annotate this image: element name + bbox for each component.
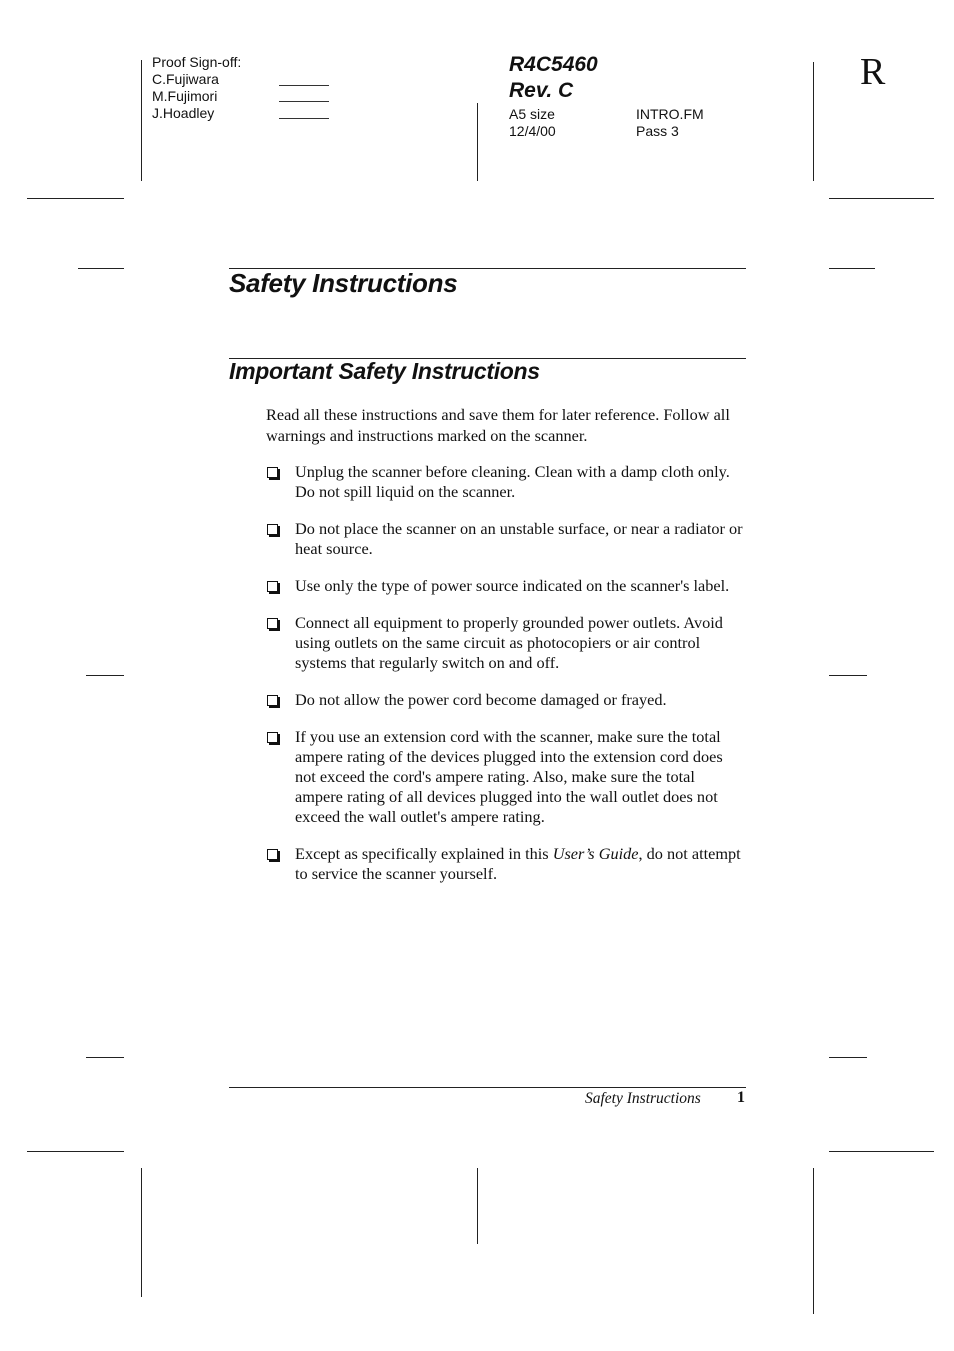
doc-size: A5 size <box>509 106 555 122</box>
checkbox-bullet-icon <box>267 849 278 860</box>
crop-mark <box>27 198 124 199</box>
list-item <box>266 727 746 827</box>
checkbox-bullet-icon <box>267 695 278 706</box>
list-item-text: Unplug the scanner before cleaning. Clean with a damp cloth only. Do not spill liquid on the scanner. <box>295 462 730 501</box>
page-title: Safety Instructions <box>229 268 458 298</box>
checkbox-bullet-icon <box>267 467 278 478</box>
list-item-text-part: Except as specifically explained in this <box>295 844 553 863</box>
signer-name: J.Hoadley <box>152 105 215 121</box>
revision: Rev. C <box>509 79 574 102</box>
signature-line <box>279 118 329 119</box>
crop-mark <box>86 675 124 676</box>
checkbox-bullet-icon <box>267 581 278 592</box>
crop-mark <box>141 1168 142 1297</box>
crop-mark <box>813 62 814 181</box>
proof-signoff <box>152 54 241 122</box>
crop-mark <box>829 198 934 199</box>
footer-rule <box>229 1087 746 1088</box>
crop-mark <box>829 1151 934 1152</box>
page-number: 1 <box>737 1089 745 1106</box>
list-item-text: Connect all equipment to properly grounded power outlets. Avoid using outlets on the same circuit as photocopiers or air control systems that regularly switch on and off. <box>295 613 723 672</box>
section-title: Important Safety Instructions <box>229 358 540 384</box>
crop-mark <box>477 103 478 181</box>
crop-mark <box>829 268 875 269</box>
crop-mark <box>829 1057 867 1058</box>
list-item <box>266 690 746 710</box>
list-item-text: Do not allow the power cord become damaged or frayed. <box>295 690 667 709</box>
crop-mark <box>477 1168 478 1244</box>
crop-mark <box>27 1151 124 1152</box>
model-number: R4C5460 <box>509 53 598 76</box>
footer-title: Safety Instructions <box>585 1090 701 1107</box>
list-item-text: Use only the type of power source indicated on the scanner's label. <box>295 576 730 595</box>
checkbox-bullet-icon <box>267 732 278 743</box>
list-item-text: Do not place the scanner on an unstable surface, or near a radiator or heat source. <box>295 519 743 558</box>
proof-title: Proof Sign-off: <box>152 54 242 70</box>
doc-pass: Pass 3 <box>636 123 679 139</box>
list-item-text-part: , do not attempt to service the scanner yourself. <box>295 844 741 883</box>
signer-name: M.Fujimori <box>152 88 218 104</box>
crop-mark <box>78 268 124 269</box>
checkbox-bullet-icon <box>267 524 278 535</box>
list-item-text: If you use an extension cord with the scanner, make sure the total ampere rating of the devices plugged into the extension cord does not exceed the cord's ampere rating. Also, make sure the total ampere rating of all devices plugged into the wall outlet does not exceed the wall outlet's ampere rating. <box>295 727 723 826</box>
list-item <box>266 613 746 673</box>
list-item <box>266 844 746 884</box>
doc-file-pass <box>636 106 704 140</box>
doc-file: INTRO.FM <box>636 106 704 122</box>
crop-mark <box>829 675 867 676</box>
signature-line <box>279 85 329 86</box>
crop-mark <box>813 1168 814 1314</box>
checkbox-bullet-icon <box>267 618 278 629</box>
intro-paragraph: Read all these instructions and save them for later reference. Follow all warnings and instructions marked on the scanner. <box>266 405 730 445</box>
list-item <box>266 462 746 502</box>
doc-model <box>509 52 598 104</box>
list-item-text <box>295 844 741 883</box>
doc-size-date <box>509 106 556 140</box>
safety-list <box>266 462 746 901</box>
doc-date: 12/4/00 <box>509 123 556 139</box>
signer-name: C.Fujiwara <box>152 71 219 87</box>
crop-mark <box>141 60 142 181</box>
corner-mark: R <box>860 51 886 93</box>
signature-line <box>279 101 329 102</box>
list-item <box>266 519 746 559</box>
crop-mark <box>86 1057 124 1058</box>
guide-title: User’s Guide <box>552 844 639 863</box>
list-item <box>266 576 746 596</box>
